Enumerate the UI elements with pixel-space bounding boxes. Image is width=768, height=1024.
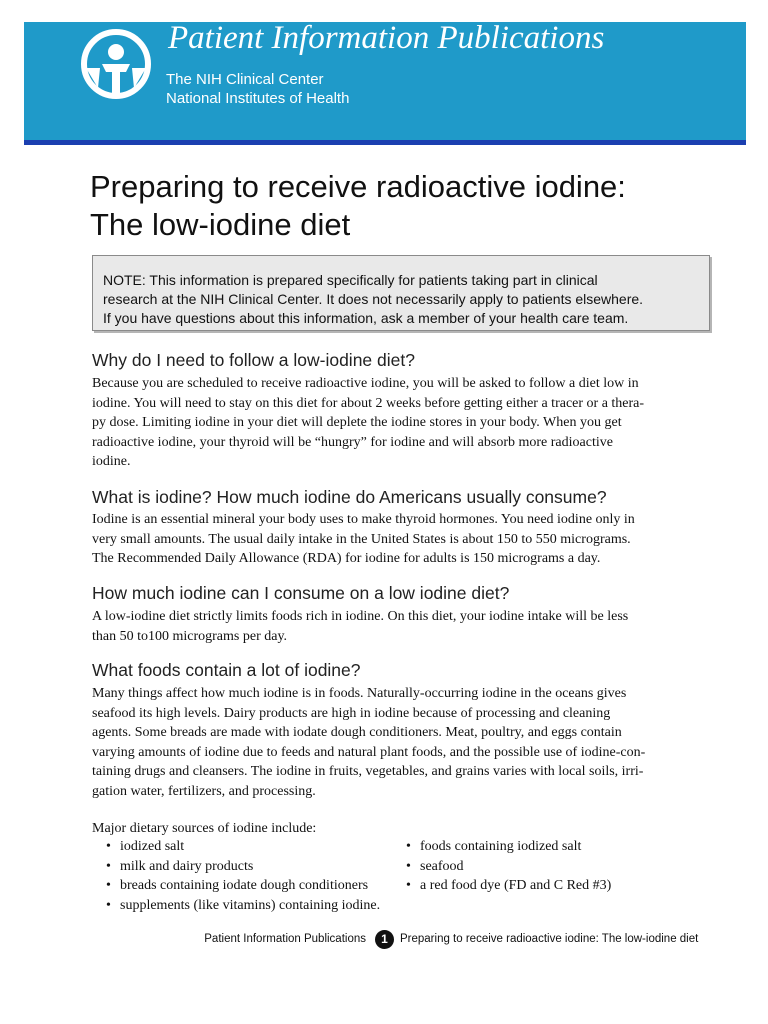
- section-heading-what-is-iodine: What is iodine? How much iodine do Americans usually consume?: [92, 487, 607, 507]
- dietary-sources-list-right: [406, 839, 611, 898]
- note-box: [92, 255, 710, 331]
- dietary-sources-list-left: [106, 839, 380, 917]
- list-item: • iodized salt: [106, 839, 380, 859]
- paragraph-line: varying amounts of iodine due to feeds and natural plant foods, and the possible use of iodine-con-: [92, 744, 646, 760]
- list-item: • supplements (like vitamins) containing iodine.: [106, 898, 380, 918]
- paragraph-line: taining drugs and cleansers. The iodine in fruits, vegetables, and grains varies with local soils, irri-: [92, 764, 644, 779]
- paragraph-line: A low-iodine diet strictly limits foods rich in iodine. On this diet, your iodine intake will be less: [92, 609, 629, 624]
- document-title: [90, 168, 730, 244]
- page-footer: [0, 930, 768, 950]
- note-line: research at the NIH Clinical Center. It does not necessarily apply to patients elsewhere.: [103, 291, 644, 307]
- note-line: NOTE: This information is prepared specifically for patients taking part in clinical: [103, 272, 598, 288]
- paragraph-line: The Recommended Daily Allowance (RDA) for iodine for adults is 150 micrograms a day.: [92, 551, 601, 566]
- section-body-what-is-iodine: [92, 510, 702, 569]
- paragraph-line: agents. Some breads are made with iodate dough conditioners. Meat, poultry, and eggs contain: [92, 725, 622, 740]
- section-body-how-much-iodine: [92, 607, 702, 646]
- section-body-why-low-iodine: [92, 374, 702, 472]
- note-line: If you have questions about this information, ask a member of your health care team.: [103, 310, 629, 326]
- header-rule: [24, 140, 746, 145]
- section-body-foods-with-iodine: [92, 684, 702, 801]
- publication-title: Patient Information Publications: [168, 20, 605, 56]
- list-item: • milk and dairy products: [106, 859, 380, 879]
- paragraph-line: gation water, fertilizers, and processing.: [92, 783, 316, 799]
- footer-publication-name: Patient Information Publications: [204, 933, 366, 945]
- paragraph-line: iodine. You will need to stay on this diet for about 2 weeks before getting either a tracer or a thera-: [92, 395, 645, 411]
- paragraph-line: very small amounts. The usual daily intake in the United States is about 150 to 550 micrograms.: [92, 531, 631, 547]
- list-item: • a red food dye (FD and C Red #3): [406, 878, 611, 898]
- document-title-line-1: Preparing to receive radioactive iodine:: [90, 169, 626, 204]
- section-heading-why-low-iodine: Why do I need to follow a low-iodine diet?: [92, 350, 415, 370]
- section-heading-how-much-iodine: How much iodine can I consume on a low iodine diet?: [92, 583, 510, 603]
- organization-line-2: National Institutes of Health: [166, 90, 350, 107]
- nih-clinical-center-logo-icon: [80, 28, 152, 100]
- paragraph-line: Many things affect how much iodine is in foods. Naturally-occurring iodine in the oceans gives: [92, 686, 627, 701]
- section-heading-foods-with-iodine: What foods contain a lot of iodine?: [92, 660, 361, 680]
- paragraph-line: Iodine is an essential mineral your body uses to make thyroid hormones. You need iodine only in: [92, 512, 635, 527]
- document-title-line-2: The low-iodine diet: [90, 207, 351, 242]
- paragraph-line: seafood its high levels. Dairy products are high in iodine because of processing and cleaning: [92, 705, 611, 721]
- paragraph-line: py dose. Limiting iodine in your diet will deplete the iodine stores in your body. When you get: [92, 415, 622, 430]
- list-item: • seafood: [406, 859, 611, 879]
- paragraph-line: Because you are scheduled to receive radioactive iodine, you will be asked to follow a diet low in: [92, 376, 639, 391]
- organization-name: [166, 70, 349, 108]
- paragraph-line: radioactive iodine, your thyroid will be “hungry” for iodine and will absorb more radioactive: [92, 434, 613, 450]
- list-item: • breads containing iodate dough conditioners: [106, 878, 380, 898]
- paragraph-line: than 50 to100 micrograms per day.: [92, 628, 288, 644]
- footer-document-title: Preparing to receive radioactive iodine: The low-iodine diet: [400, 933, 699, 945]
- list-item: • foods containing iodized salt: [406, 839, 611, 859]
- dietary-sources-label: Major dietary sources of iodine include:: [92, 821, 317, 836]
- organization-line-1: The NIH Clinical Center: [166, 71, 324, 88]
- page-number-badge: 1: [375, 930, 394, 949]
- paragraph-line: iodine.: [92, 454, 131, 469]
